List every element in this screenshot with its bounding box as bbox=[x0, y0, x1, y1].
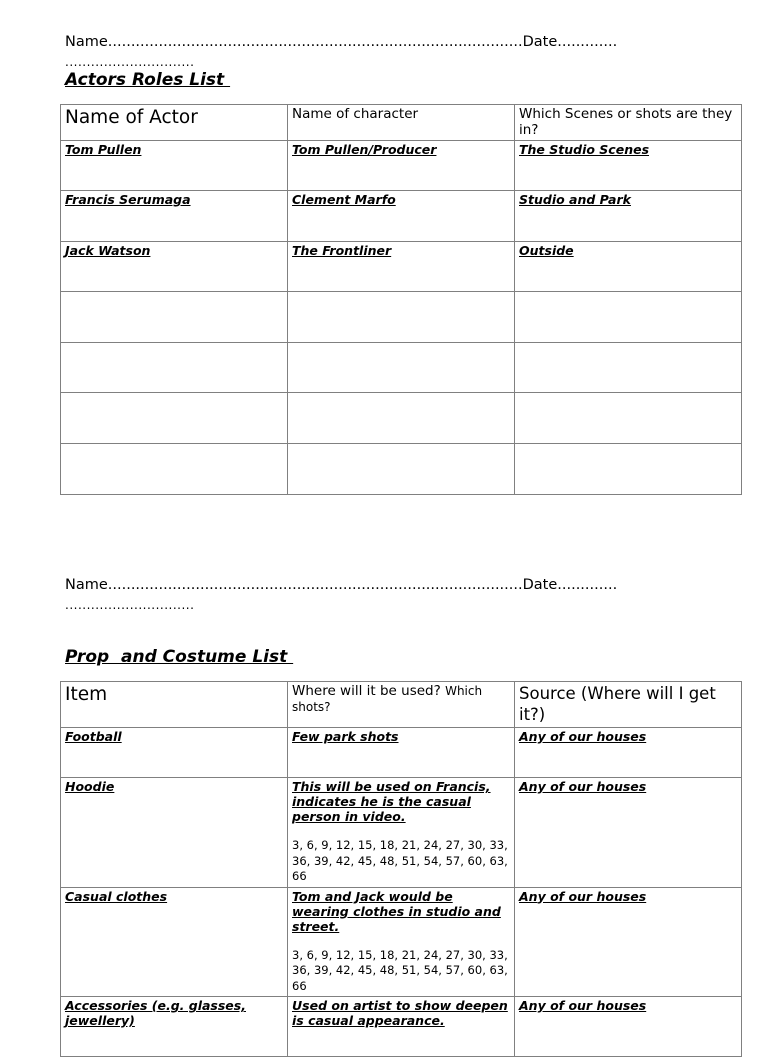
where-used: This will be used on Francis, indicates he is the casual person in video. bbox=[292, 779, 491, 824]
table-row bbox=[61, 141, 742, 191]
header-scenes-shots: Which Scenes or shots are they in? bbox=[515, 105, 742, 141]
name-date-line-2: Name..........................................................................................Date............. bbox=[65, 577, 618, 593]
name-date-line-1: Name..........................................................................................Date............. bbox=[65, 34, 618, 50]
scenes: Studio and Park bbox=[519, 192, 631, 207]
item-name: Football bbox=[65, 729, 122, 744]
actors-header-row bbox=[61, 105, 742, 141]
prop-costume-table bbox=[60, 681, 742, 1057]
table-row bbox=[61, 887, 742, 997]
shot-numbers: 3, 6, 9, 12, 15, 18, 21, 24, 27, 30, 33, 36, 39, 42, 45, 48, 51, 54, 57, 60, 63, 66 bbox=[292, 838, 508, 883]
empty-cell bbox=[288, 343, 515, 393]
source: Any of our houses bbox=[519, 998, 647, 1013]
where-used: Used on artist to show deepen is casual appearance. bbox=[292, 998, 508, 1028]
actor-name: Jack Watson bbox=[65, 243, 151, 258]
name-dots-continuation-1: .............................. bbox=[65, 55, 195, 69]
props-header-row bbox=[61, 682, 742, 728]
empty-cell bbox=[515, 393, 742, 444]
table-row bbox=[61, 393, 742, 444]
table-row bbox=[61, 778, 742, 888]
where-used: Tom and Jack would be wearing clothes in studio and street. bbox=[292, 888, 501, 934]
empty-cell bbox=[515, 292, 742, 343]
table-row bbox=[61, 242, 742, 292]
empty-cell bbox=[288, 393, 515, 444]
scenes: The Studio Scenes bbox=[519, 142, 650, 157]
character-name: The Frontliner bbox=[292, 243, 392, 258]
header-name-of-character: Name of character bbox=[288, 105, 515, 141]
source: Any of our houses bbox=[519, 888, 647, 904]
empty-cell bbox=[288, 444, 515, 495]
empty-cell bbox=[515, 343, 742, 393]
actors-roles-table bbox=[60, 104, 742, 495]
empty-cell bbox=[515, 444, 742, 495]
empty-cell bbox=[61, 393, 288, 444]
where-used: Few park shots bbox=[292, 729, 399, 744]
empty-cell bbox=[61, 292, 288, 343]
actors-roles-heading: Actors Roles List bbox=[65, 70, 231, 90]
header-which-shots: Which shots? bbox=[292, 684, 483, 714]
item-name: Hoodie bbox=[65, 779, 115, 794]
item-name: Casual clothes bbox=[65, 888, 168, 904]
shot-numbers: 3, 6, 9, 12, 15, 18, 21, 24, 27, 30, 33, 36, 39, 42, 45, 48, 51, 54, 57, 60, 63, 66 bbox=[292, 947, 508, 993]
header-where-used bbox=[288, 682, 515, 728]
source: Any of our houses bbox=[519, 729, 647, 744]
header-source: Source (Where will I get it?) bbox=[515, 682, 742, 728]
table-row bbox=[61, 292, 742, 343]
empty-cell bbox=[61, 444, 288, 495]
actor-name: Tom Pullen bbox=[65, 142, 142, 157]
empty-cell bbox=[61, 343, 288, 393]
table-row bbox=[61, 444, 742, 495]
character-name: Clement Marfo bbox=[292, 192, 396, 207]
table-row bbox=[61, 728, 742, 778]
header-item: Item bbox=[61, 682, 288, 728]
scenes: Outside bbox=[519, 243, 574, 258]
prop-costume-heading: Prop and Costume List bbox=[65, 647, 294, 667]
source: Any of our houses bbox=[519, 779, 647, 794]
header-name-of-actor: Name of Actor bbox=[61, 105, 288, 141]
table-row bbox=[61, 997, 742, 1057]
header-where-main: Where will it be used? bbox=[292, 683, 446, 699]
name-dots-continuation-2: .............................. bbox=[65, 598, 195, 612]
empty-cell bbox=[288, 292, 515, 343]
actor-name: Francis Serumaga bbox=[65, 192, 191, 207]
table-row bbox=[61, 343, 742, 393]
item-name: Accessories (e.g. glasses, jewellery) bbox=[65, 998, 246, 1028]
table-row bbox=[61, 191, 742, 242]
character-name: Tom Pullen/Producer bbox=[292, 142, 437, 157]
